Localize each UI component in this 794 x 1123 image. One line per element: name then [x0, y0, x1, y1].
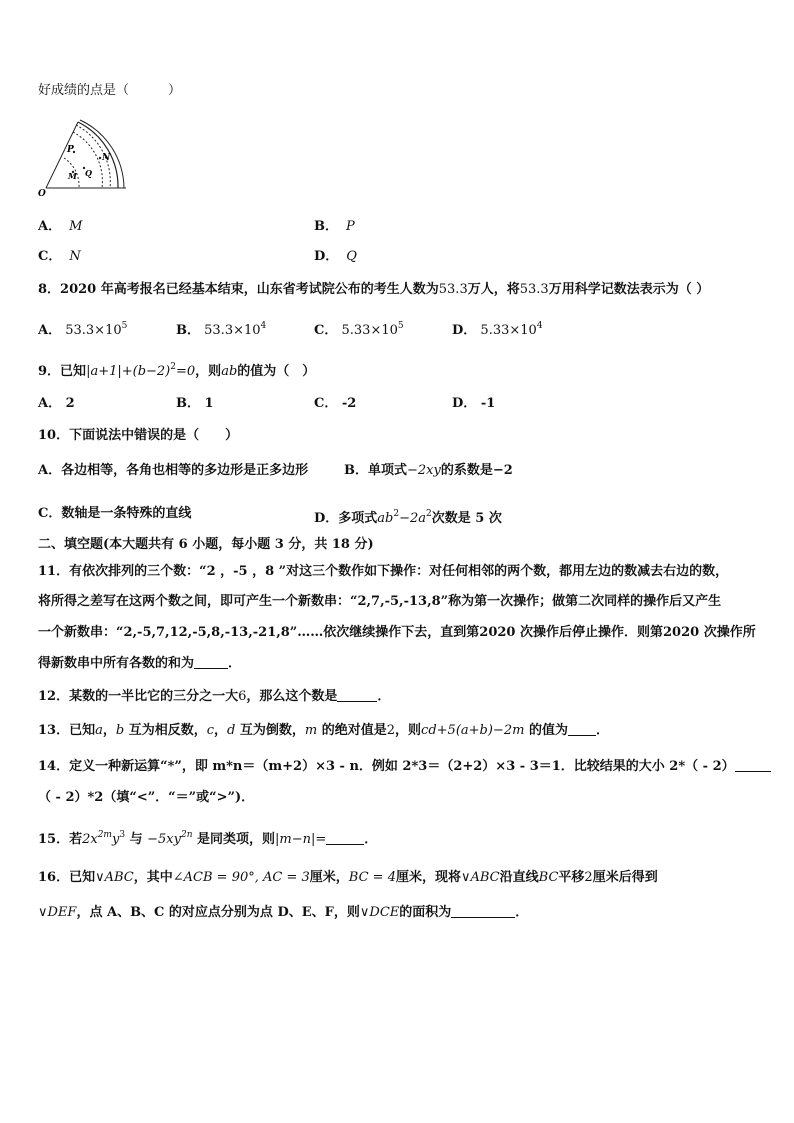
q8-stem: 8．2020 年高考报名已经基本结束，山东省考试院公布的考生人数为53.3万人，将53.3万用科学记数法表示为（ ） [38, 282, 710, 297]
q8-option-c: C． $5.33\times 10^5$ [314, 321, 404, 338]
point-q-label: Q [85, 168, 92, 178]
q7-option-b: B． P [314, 219, 355, 234]
q8-option-d: D． $5.33\times 10^4$ [452, 321, 543, 338]
q10-option-c: C．数轴是一条特殊的直线 [38, 506, 192, 521]
q9-stem: 9．已知$|a+1|+(b-2)^2=0$，则ab的值为（ ） [38, 362, 316, 379]
q7-sector-figure [38, 118, 134, 198]
q14-line2: （ - 2）*2（填“<”．“＝”或“>”)． [38, 790, 255, 805]
q7-stem: 好成绩的点是（ ） [38, 83, 182, 98]
q9-option-c: C． -2 [314, 396, 357, 411]
q14-line1: 14．定义一种新运算“*”，即 m*n＝（m+2）×3 - n．例如 2*3＝（2+2）×3 - 3＝1．比较结果的大小 2*（ - 2） [38, 758, 758, 776]
q15-stem: 15．若$2x^{2m}y^3$ 与 $-5xy^{2n}$ 是同类项，则|m−n|= ． [38, 830, 378, 847]
point-p-label: P [67, 145, 74, 155]
q11-line2: 将所得之差写在这两个数之间，即可产生一个新数串：“2,7,-5,-13,8”称为第一次操作；做第二次同样的操作后又产生 [38, 594, 722, 609]
q9-option-d: D． -1 [452, 396, 496, 411]
q9-option-a: A． 2 [38, 396, 75, 411]
q13-answer-blank[interactable] [568, 723, 596, 736]
q9-option-b: B． 1 [176, 396, 214, 411]
q10-option-a: A．各边相等，各角也相等的多边形是正多边形 [38, 463, 309, 478]
q8-option-b: B． $53.3\times 10^4$ [176, 321, 267, 338]
q11-answer-blank[interactable] [194, 656, 228, 669]
q8-option-a: A． $53.3\times 10^5$ [38, 321, 128, 338]
point-m-label: M [68, 171, 77, 181]
q7-option-a: A． M [38, 219, 83, 234]
q15-answer-blank[interactable] [326, 832, 364, 845]
q11-line3: 一个新数串：“2,-5,7,12,-5,8,-13,-21,8”……依次继续操作下去，直到第2020 次操作后停止操作．则第2020 次操作所 [38, 625, 756, 640]
q16-line2: ∨DEF，点 A、B、C 的对应点分别为点 D、E、F，则∨DCE的面积为 ． [38, 905, 529, 920]
q13-stem: 13．已知a，b 互为相反数，c，d 互为倒数，m 的绝对值是2，则cd+5(a+b)−2m 的值为 ． [38, 723, 609, 738]
q10-option-b: B．单项式−2xy的系数是−2 [344, 463, 513, 478]
q11-line1: 11．有依次排列的三个数：“2 ，-5 ，8 ”对这三个数作如下操作：对任何相邻的两个数，都用左边的数减去右边的数， [38, 564, 729, 579]
q11-line4: 得新数串中所有各数的和为 ． [38, 656, 242, 671]
q12-answer-blank[interactable] [337, 689, 377, 702]
section-heading: 二、填空题(本大题共有 6 小题，每小题 3 分，共 18 分) [38, 537, 374, 552]
q10-stem: 10．下面说法中错误的是（ ） [38, 428, 239, 443]
q7-option-c: C． N [38, 249, 81, 264]
q7-option-d: D． Q [314, 249, 357, 264]
point-o-label: O [38, 189, 46, 198]
point-n-label: N [102, 153, 111, 163]
q10-option-d: D．多项式$ab^2-2a^2$次数是 5 次 [314, 509, 502, 526]
q16-line1: 16．已知∨ABC，其中∠ACB = 90°, AC = 3厘米，BC = 4厘米，现将∨ABC沿直线BC平移2厘米后得到 [38, 870, 658, 885]
q12-stem: 12．某数的一半比它的三分之一大6，那么这个数是 ． [38, 689, 391, 704]
q16-answer-blank[interactable] [451, 905, 515, 918]
q14-answer-blank[interactable] [735, 759, 771, 772]
